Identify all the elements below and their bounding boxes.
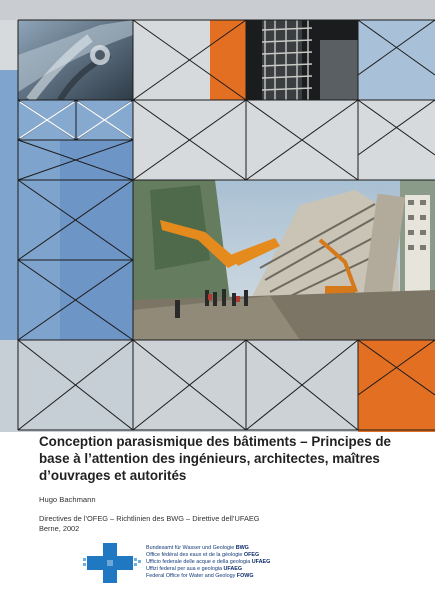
author-name: Hugo Bachmann xyxy=(39,495,96,504)
orange-panel-bottom xyxy=(358,340,435,432)
office-name-fr: Office fédéral des eaux et de la géologie OFEG xyxy=(146,552,260,559)
office-name-en: Federal Office for Water and Geology FOWG xyxy=(146,573,254,580)
series-directives: Directives de l’OFEG – Richtlinien des BWG – Direttive dell’UFAEG xyxy=(39,514,260,523)
rebar-column-photo xyxy=(246,20,358,100)
office-name-de: Bundesamt für Wasser und Geologie BWG xyxy=(146,545,249,551)
office-name-it: Ufficio federale delle acque e della geologia UFAEG xyxy=(146,559,271,566)
swiss-confederation-logo xyxy=(83,541,141,585)
office-name-rm: Uffizi federal per aua e geologia UFAEG xyxy=(146,566,243,573)
orange-panel-top xyxy=(210,20,246,100)
series-info xyxy=(39,514,260,533)
publication-place-date: Berne, 2002 xyxy=(39,523,80,533)
collapsed-building-photo xyxy=(133,180,435,340)
pipe-structure-photo xyxy=(18,20,133,100)
blue-panel-upper xyxy=(358,20,435,100)
document-title: Conception parasismique des bâtiments – Principes de base à l’attention des ingénieurs, architectes, maîtres d’ouvrages et autorités xyxy=(39,434,391,483)
federal-office-names xyxy=(146,545,270,580)
